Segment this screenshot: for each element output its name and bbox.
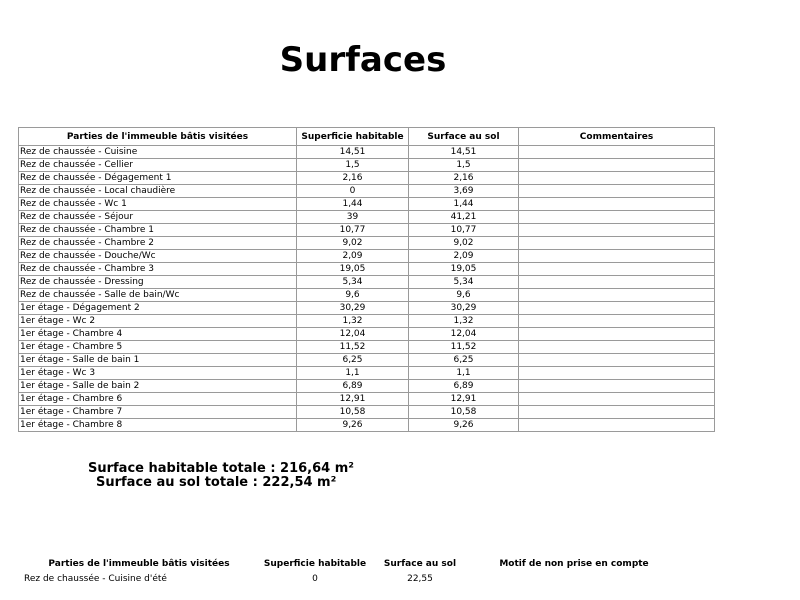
cell-partie: 1er étage - Dégagement 2	[19, 302, 297, 315]
surfaces-table-body	[19, 146, 715, 432]
table-row	[19, 393, 715, 406]
cell-partie: Rez de chaussée - Douche/Wc	[19, 250, 297, 263]
cell-superficie-habitable: 2,09	[297, 250, 409, 263]
cell-surface-au-sol: 9,02	[409, 237, 519, 250]
cell-commentaire	[519, 419, 715, 432]
excluded-row	[18, 571, 678, 586]
cell-surface-au-sol: 41,21	[409, 211, 519, 224]
cell-surface-au-sol: 14,51	[409, 146, 519, 159]
surfaces-table	[18, 127, 715, 432]
table-row	[19, 198, 715, 211]
excluded-header-motif: Motif de non prise en compte	[499, 558, 649, 569]
cell-surface-au-sol: 11,52	[409, 341, 519, 354]
cell-commentaire	[519, 172, 715, 185]
cell-surface-au-sol: 1,44	[409, 198, 519, 211]
cell-partie: Rez de chaussée - Salle de bain/Wc	[19, 289, 297, 302]
cell-superficie-habitable: 9,02	[297, 237, 409, 250]
cell-superficie-habitable: 6,89	[297, 380, 409, 393]
table-row	[19, 406, 715, 419]
cell-superficie-habitable: 2,16	[297, 172, 409, 185]
cell-superficie-habitable: 9,6	[297, 289, 409, 302]
cell-partie: Rez de chaussée - Chambre 3	[19, 263, 297, 276]
cell-superficie-habitable: 6,25	[297, 354, 409, 367]
cell-partie: Rez de chaussée - Wc 1	[19, 198, 297, 211]
cell-superficie-habitable: 10,58	[297, 406, 409, 419]
table-row	[19, 211, 715, 224]
cell-partie: Rez de chaussée - Dégagement 1	[19, 172, 297, 185]
cell-commentaire	[519, 159, 715, 172]
page-title: Surfaces	[279, 40, 447, 80]
cell-surface-au-sol: 12,91	[409, 393, 519, 406]
cell-superficie-habitable: 30,29	[297, 302, 409, 315]
cell-surface-au-sol: 9,26	[409, 419, 519, 432]
total-habitable: Surface habitable totale : 216,64 m²	[88, 461, 354, 476]
cell-commentaire	[519, 263, 715, 276]
cell-superficie-habitable: 0	[297, 185, 409, 198]
cell-superficie-habitable: 1,32	[297, 315, 409, 328]
cell-commentaire	[519, 198, 715, 211]
table-row	[19, 263, 715, 276]
cell-surface-au-sol: 2,16	[409, 172, 519, 185]
cell-commentaire	[519, 237, 715, 250]
cell-partie: Rez de chaussée - Dressing	[19, 276, 297, 289]
cell-commentaire	[519, 289, 715, 302]
cell-partie: Rez de chaussée - Cellier	[19, 159, 297, 172]
cell-commentaire	[519, 250, 715, 263]
table-row	[19, 315, 715, 328]
cell-commentaire	[519, 211, 715, 224]
cell-surface-au-sol: 1,1	[409, 367, 519, 380]
header-superficie-habitable: Superficie habitable	[297, 128, 409, 146]
cell-surface-au-sol: 12,04	[409, 328, 519, 341]
total-sol: Surface au sol totale : 222,54 m²	[96, 475, 337, 490]
table-row	[19, 354, 715, 367]
table-row	[19, 185, 715, 198]
table-row	[19, 289, 715, 302]
table-row	[19, 172, 715, 185]
table-header-row	[19, 128, 715, 146]
cell-superficie-habitable: 12,04	[297, 328, 409, 341]
cell-partie: Rez de chaussée - Chambre 1	[19, 224, 297, 237]
cell-surface-au-sol: 1,32	[409, 315, 519, 328]
table-row	[19, 380, 715, 393]
cell-superficie-habitable: 1,5	[297, 159, 409, 172]
cell-commentaire	[519, 367, 715, 380]
table-row	[19, 367, 715, 380]
table-row	[19, 302, 715, 315]
cell-partie: Rez de chaussée - Local chaudière	[19, 185, 297, 198]
cell-partie: Rez de chaussée - Séjour	[19, 211, 297, 224]
cell-commentaire	[519, 341, 715, 354]
cell-superficie-habitable: 10,77	[297, 224, 409, 237]
cell-commentaire	[519, 185, 715, 198]
cell-surface-au-sol: 3,69	[409, 185, 519, 198]
cell-partie: 1er étage - Chambre 7	[19, 406, 297, 419]
table-row	[19, 419, 715, 432]
cell-surface-au-sol: 6,25	[409, 354, 519, 367]
table-row	[19, 224, 715, 237]
cell-commentaire	[519, 315, 715, 328]
cell-commentaire	[519, 224, 715, 237]
table-row	[19, 159, 715, 172]
cell-partie: 1er étage - Chambre 4	[19, 328, 297, 341]
cell-superficie-habitable: 1,44	[297, 198, 409, 211]
cell-partie: 1er étage - Salle de bain 2	[19, 380, 297, 393]
cell-partie: 1er étage - Wc 2	[19, 315, 297, 328]
table-row	[19, 146, 715, 159]
table-row	[19, 250, 715, 263]
cell-commentaire	[519, 302, 715, 315]
cell-surface-au-sol: 5,34	[409, 276, 519, 289]
header-commentaires: Commentaires	[519, 128, 715, 146]
table-row	[19, 341, 715, 354]
cell-surface-au-sol: 10,58	[409, 406, 519, 419]
table-row	[19, 276, 715, 289]
header-surface-au-sol: Surface au sol	[409, 128, 519, 146]
cell-surface-au-sol: 30,29	[409, 302, 519, 315]
cell-commentaire	[519, 276, 715, 289]
cell-partie: 1er étage - Wc 3	[19, 367, 297, 380]
cell-superficie-habitable: 39	[297, 211, 409, 224]
excluded-table-body	[18, 571, 678, 586]
cell-superficie-habitable: 5,34	[297, 276, 409, 289]
excluded-header-superficie-habitable: Superficie habitable	[263, 558, 367, 569]
header-parties: Parties de l'immeuble bâtis visitées	[19, 128, 297, 146]
table-row	[19, 237, 715, 250]
excluded-header-row	[18, 556, 678, 571]
cell-superficie-habitable: 9,26	[297, 419, 409, 432]
cell-commentaire	[519, 146, 715, 159]
cell-partie: Rez de chaussée - Cuisine	[19, 146, 297, 159]
cell-surface-au-sol: 19,05	[409, 263, 519, 276]
cell-surface-au-sol: 2,09	[409, 250, 519, 263]
excluded-cell-superficie-habitable: 0	[312, 573, 318, 584]
excluded-cell-surface-au-sol: 22,55	[407, 573, 433, 584]
cell-superficie-habitable: 14,51	[297, 146, 409, 159]
cell-partie: 1er étage - Chambre 5	[19, 341, 297, 354]
cell-partie: Rez de chaussée - Chambre 2	[19, 237, 297, 250]
cell-partie: 1er étage - Salle de bain 1	[19, 354, 297, 367]
excluded-header-parties: Parties de l'immeuble bâtis visitées	[48, 558, 230, 569]
cell-commentaire	[519, 328, 715, 341]
excluded-cell-motif	[470, 571, 678, 586]
cell-superficie-habitable: 19,05	[297, 263, 409, 276]
excluded-cell-partie: Rez de chaussée - Cuisine d'été	[24, 573, 167, 584]
table-row	[19, 328, 715, 341]
cell-surface-au-sol: 10,77	[409, 224, 519, 237]
cell-surface-au-sol: 9,6	[409, 289, 519, 302]
cell-partie: 1er étage - Chambre 6	[19, 393, 297, 406]
cell-superficie-habitable: 1,1	[297, 367, 409, 380]
cell-commentaire	[519, 406, 715, 419]
excluded-table	[18, 556, 678, 586]
excluded-header-surface-au-sol: Surface au sol	[383, 558, 457, 569]
cell-surface-au-sol: 1,5	[409, 159, 519, 172]
cell-superficie-habitable: 11,52	[297, 341, 409, 354]
cell-commentaire	[519, 380, 715, 393]
cell-partie: 1er étage - Chambre 8	[19, 419, 297, 432]
cell-surface-au-sol: 6,89	[409, 380, 519, 393]
cell-commentaire	[519, 354, 715, 367]
cell-commentaire	[519, 393, 715, 406]
cell-superficie-habitable: 12,91	[297, 393, 409, 406]
